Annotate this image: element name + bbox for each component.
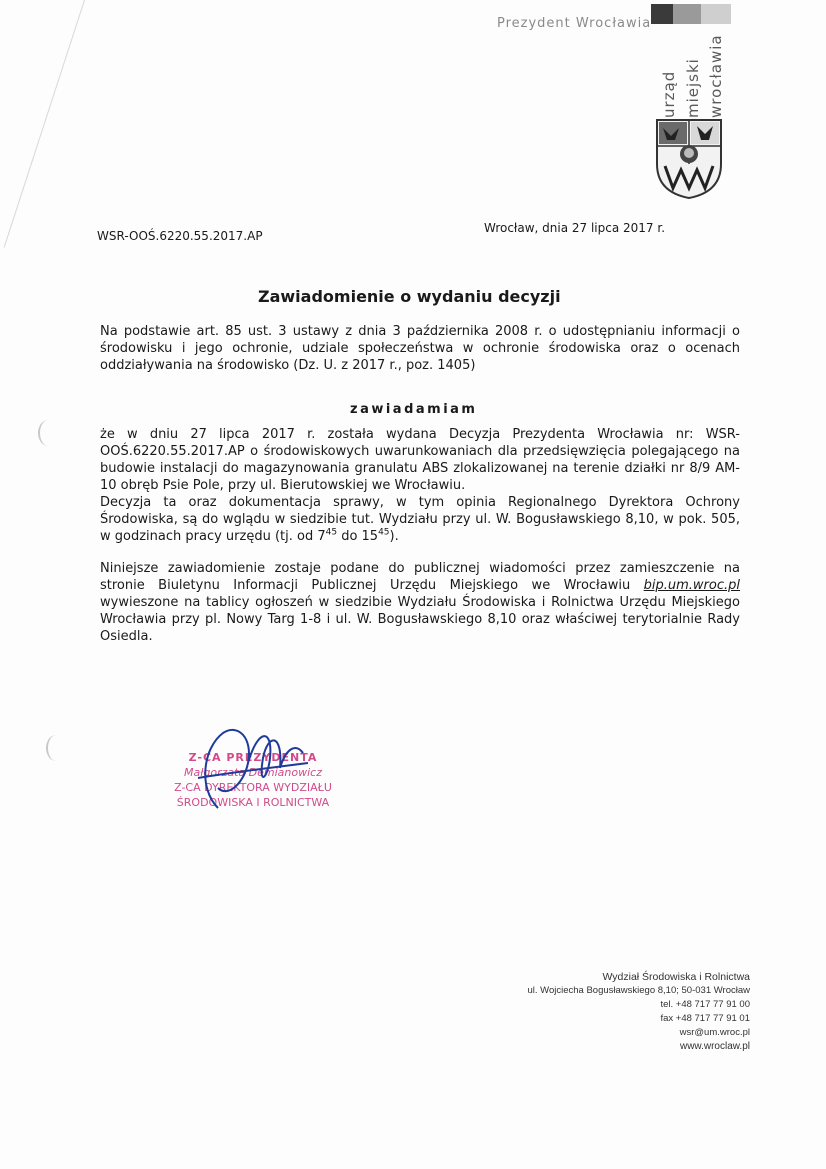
decision-paragraph <box>100 426 740 545</box>
footer-email[interactable]: wsr@um.wroc.pl <box>679 1027 750 1038</box>
decision-text: że w dniu 27 lipca 2017 r. została wydana Decyzja Prezydenta Wrocławia nr: WSR-OOŚ.6220.55.2017.AP o środowiskowych uwarunkowaniach dla przedsięwzięcia polegającego na budowie instalacji do magazynowania granulatu ABS zlokalizowanej na terenie działki nr 8/9 AM-10 obręb Psie Pole, przy ul. Bierutowskiej we Wrocławiu. <box>100 427 740 493</box>
footer-contact <box>470 970 750 1054</box>
logo-bar-light <box>701 4 731 24</box>
stamp-line-1: Z-CA PREZYDENTA <box>188 751 318 764</box>
hours-mid: do 15 <box>337 529 379 544</box>
documentation-text: Decyzja ta oraz dokumentacja sprawy, w tym opinia Regionalnego Dyrektora Ochrony Środowiska, są do wglądu w siedzibie tut. Wydziału przy ul. W. Bogusławskiego 8,10, w pok. 505, w godzinach pracy urzędu (tj. od 7 <box>100 495 740 544</box>
place-date: Wrocław, dnia 27 lipca 2017 r. <box>484 221 666 235</box>
stamp-line-3: Z-CA DYREKTORA WYDZIAŁU <box>174 781 332 794</box>
punch-hole-top <box>38 420 58 446</box>
hours-end: ). <box>389 529 399 544</box>
stamp-line-2: Małgorzata Demianowicz <box>183 766 322 779</box>
footer-address: ul. Wojciecha Bogusławskiego 8,10; 50-031 Wrocław <box>527 985 750 996</box>
logo-bar-mid <box>673 4 701 24</box>
hours-to-superscript: 45 <box>378 527 390 538</box>
footer-department: Wydział Środowiska i Rolnictwa <box>602 971 750 983</box>
publication-post: wywieszone na tablicy ogłoszeń w siedzibie Wydziału Środowiska i Rolnictwa Urzędu Miejskiego Wrocławia przy pl. Nowy Targ 1-8 i ul. W. Bogusławskiego 8,10 oraz właściwej terytorialnie Rady Osiedla. <box>100 595 740 644</box>
notify-heading: zawiadamiam <box>350 402 478 417</box>
handwritten-signature <box>178 718 318 818</box>
document-title: Zawiadomienie o wydaniu decyzji <box>258 287 561 306</box>
logo-line-2: miejski <box>684 58 702 118</box>
bip-link[interactable]: bip.um.wroc.pl <box>643 578 740 593</box>
intro-paragraph: Na podstawie art. 85 ust. 3 ustawy z dnia 3 października 2008 r. o udostępnianiu informacji o środowisku i jego ochronie, udziale społeczeństwa w ochronie środowiska oraz o ocenach oddziaływania na środowisko (Dz. U. z 2017 r., poz. 1405) <box>100 324 740 373</box>
wroclaw-coat-of-arms-icon <box>655 118 723 200</box>
footer-tel: tel. +48 717 77 91 00 <box>660 999 750 1010</box>
publication-paragraph <box>100 560 740 645</box>
footer-website[interactable]: www.wroclaw.pl <box>679 1041 750 1052</box>
stamp-line-4: ŚRODOWISKA I ROLNICTWA <box>176 796 330 809</box>
document-reference: WSR-OOŚ.6220.55.2017.AP <box>97 229 263 243</box>
logo-line-1: urząd <box>660 70 678 118</box>
authority-name: Prezydent Wrocławia <box>497 16 652 31</box>
logo-bar-dark <box>651 4 673 24</box>
footer-fax: fax +48 717 77 91 01 <box>660 1013 750 1024</box>
publication-pre: Niniejsze zawiadomienie zostaje podane do publicznej wiadomości przez zamieszczenie na stronie Biuletynu Informacji Publicznej Urzędu Miejskiego we Wrocławiu <box>100 561 740 593</box>
hours-from-superscript: 45 <box>325 527 338 538</box>
punch-hole-bottom <box>46 735 66 761</box>
logo-line-3: wrocławia <box>707 34 725 118</box>
fold-line <box>4 0 86 248</box>
